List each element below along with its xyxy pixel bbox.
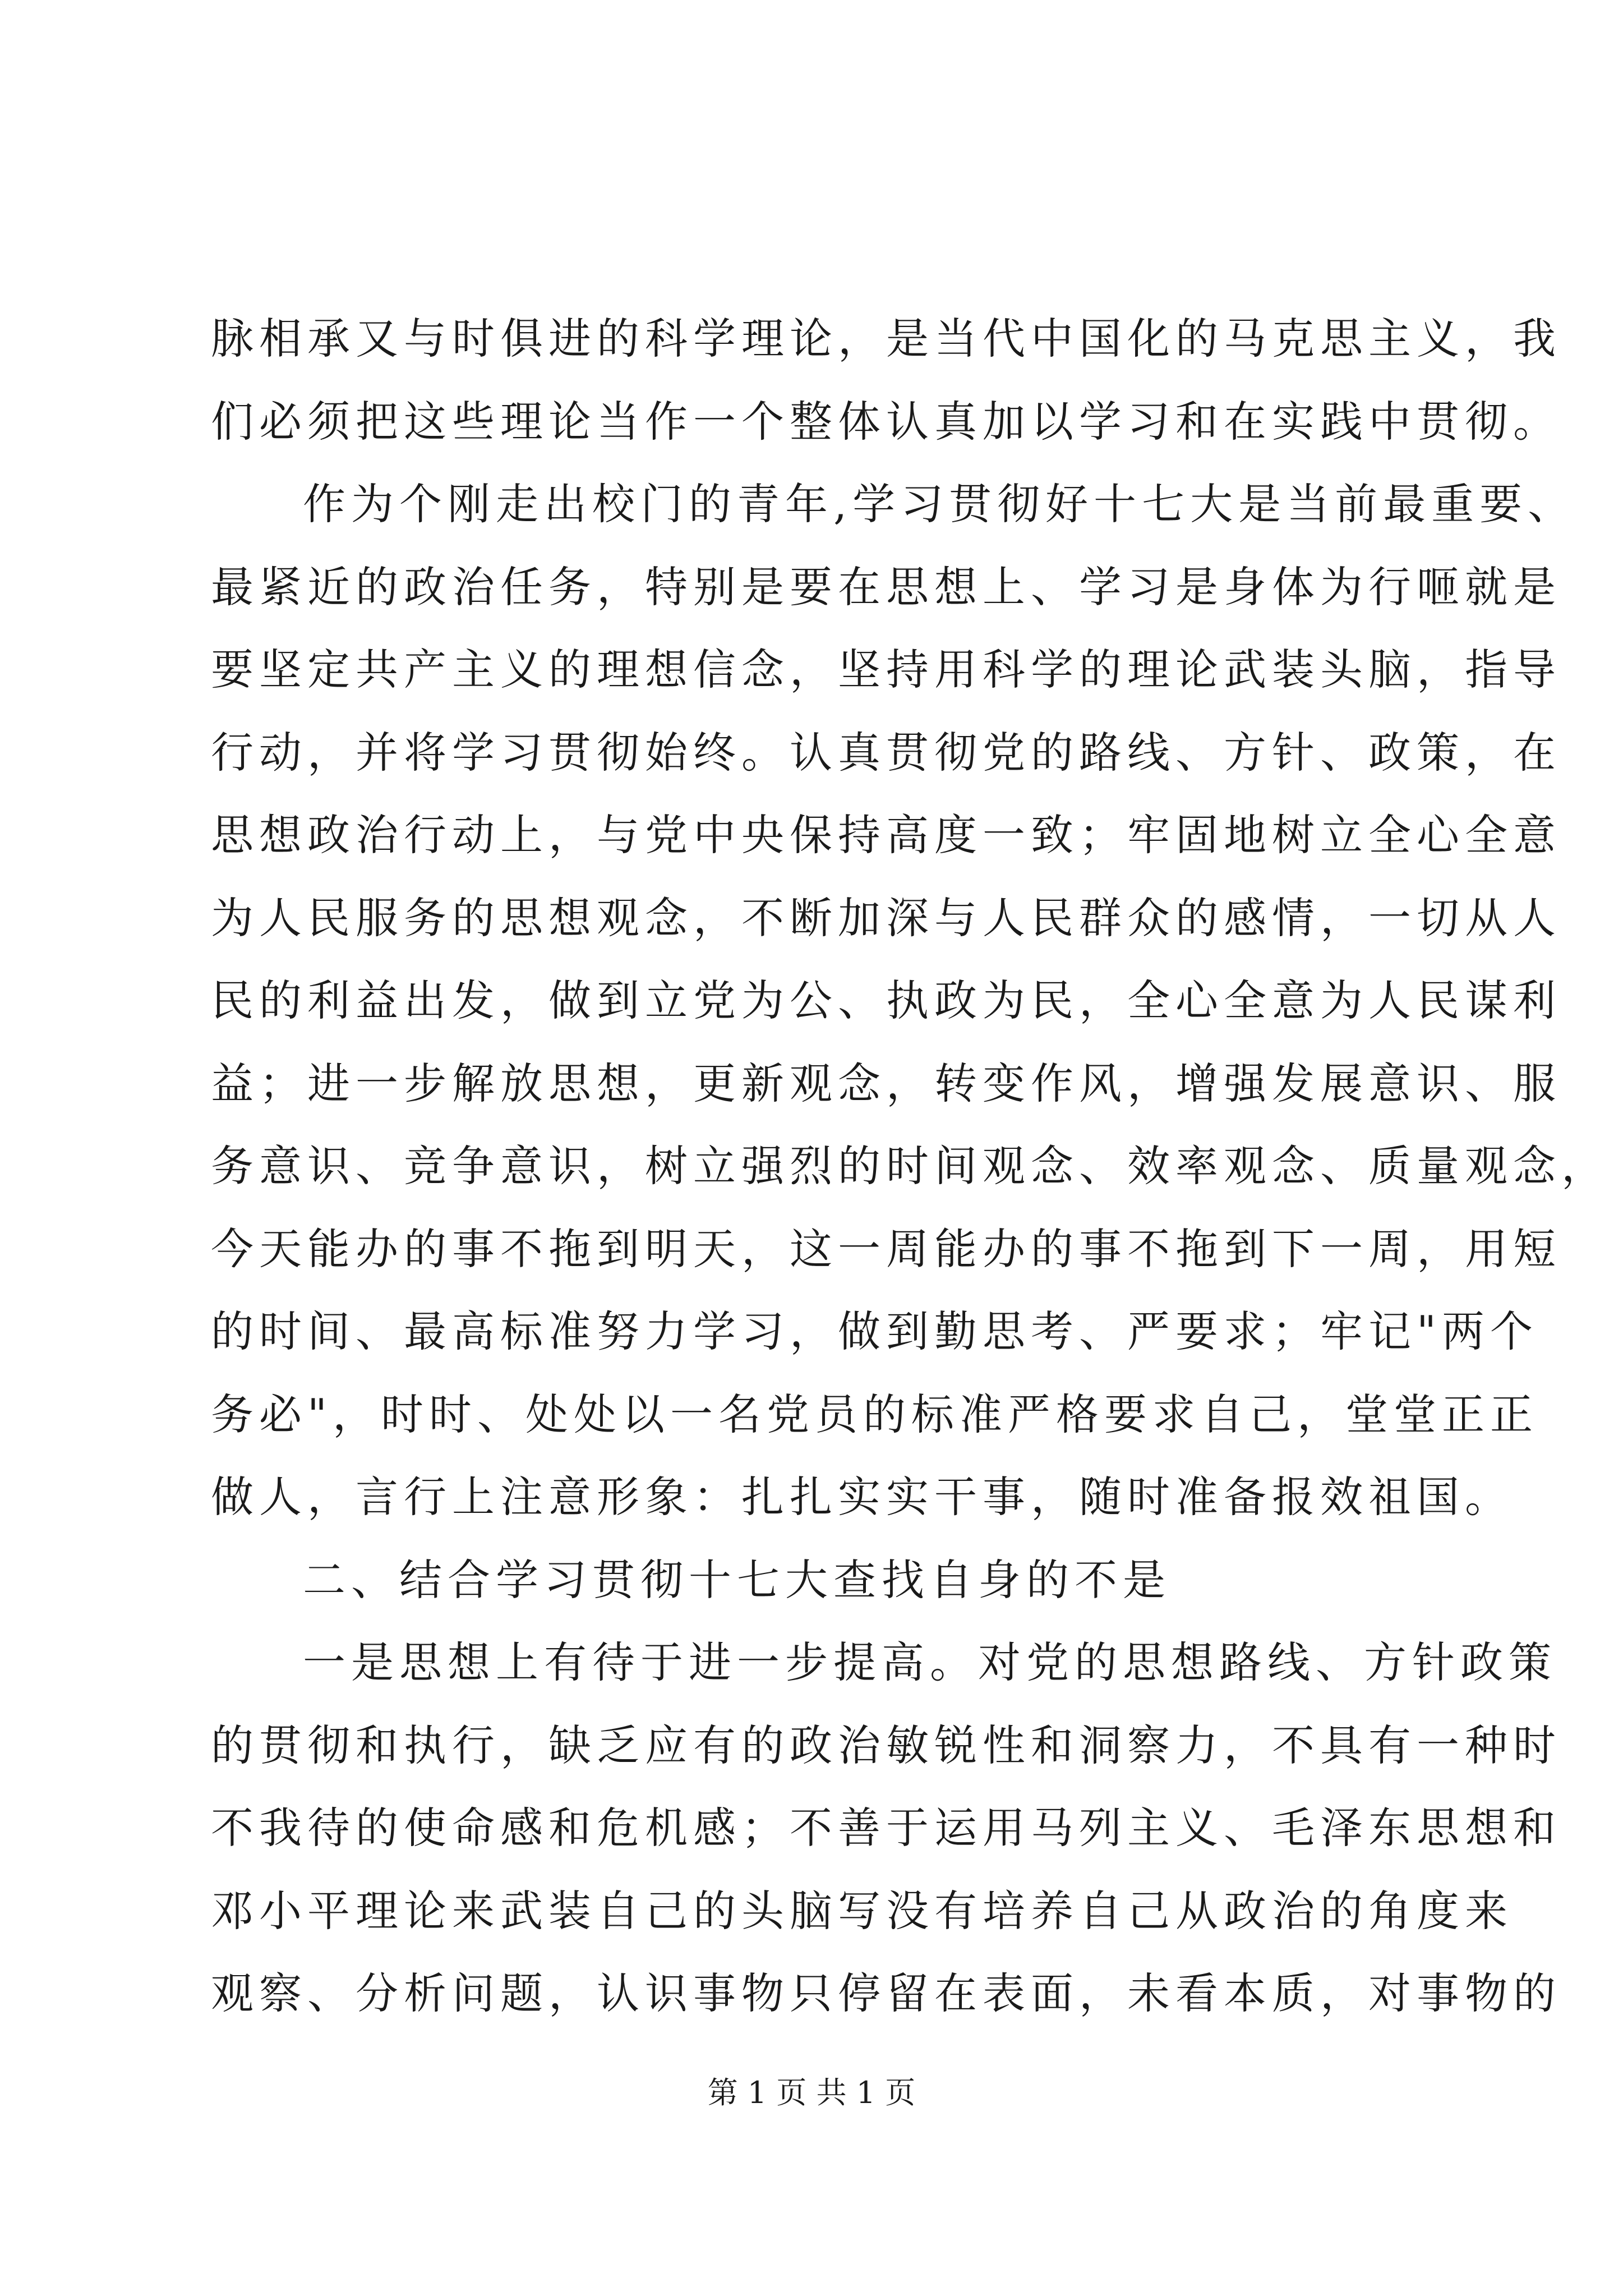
section-heading: 二、结合学习贯彻十七大查找自身的不是 xyxy=(303,1554,1171,1605)
text-line: 最紧近的政治任务，特别是要在思想上、学习是身体为行咂就是 xyxy=(211,562,1561,612)
text-line: 邓小平理论来武装自己的头脑写没有培养自己从政治的角度来 xyxy=(211,1885,1513,1936)
text-line: 要坚定共产主义的理想信念，坚持用科学的理论武装头脑，指导 xyxy=(211,645,1561,694)
text-line: 行动，并将学习贯彻始终。认真贯彻党的路线、方针、政策，在 xyxy=(211,727,1561,777)
text-line: 为人民服务的思想观念，不断加深与人民群众的感情，一切从人 xyxy=(211,892,1561,943)
text-line: 的时间、最高标准努力学习，做到勤思考、严要求；牢记"两个 xyxy=(211,1306,1538,1356)
page-footer: 第 1 页 共 1 页 xyxy=(707,2074,916,2110)
text-line: 做人，言行上注意形象：扎扎实实干事，随时准备报效祖国。 xyxy=(211,1472,1513,1522)
text-line: 观察、分析问题，认识事物只停留在表面，未看本质，对事物的 xyxy=(211,1968,1561,2018)
text-line: 脉相承又与时俱进的科学理论，是当代中国化的马克思主义，我 xyxy=(211,314,1561,364)
paragraph-first-line: 作为个刚走出校门的青年,学习贯彻好十七大是当前最重要、 xyxy=(303,479,1576,529)
text-line: 思想政治行动上，与党中央保持高度一致；牢固地树立全心全意 xyxy=(211,810,1561,860)
paragraph-first-line: 一是思想上有待于进一步提高。对党的思想路线、方针政策 xyxy=(303,1637,1557,1687)
text-line: 的贯彻和执行，缺乏应有的政治敏锐性和洞察力，不具有一种时 xyxy=(211,1720,1561,1770)
text-line: 务意识、竞争意识，树立强烈的时间观念、效率观念、质量观念， xyxy=(211,1141,1610,1191)
text-line: 今天能办的事不拖到明天，这一周能办的事不拖到下一周，用短 xyxy=(211,1223,1561,1274)
text-line: 不我待的使命感和危机感；不善于运用马列主义、毛泽东思想和 xyxy=(211,1803,1561,1853)
text-line: 益；进一步解放思想，更新观念，转变作风，增强发展意识、服 xyxy=(211,1058,1561,1108)
text-line: 们必须把这些理论当作一个整体认真加以学习和在实践中贯彻。 xyxy=(211,396,1561,447)
text-line: 务必"，时时、处处以一名党员的标准严格要求自己，堂堂正正 xyxy=(211,1389,1538,1439)
text-line: 民的利益出发，做到立党为公、执政为民，全心全意为人民谋利 xyxy=(211,976,1561,1025)
